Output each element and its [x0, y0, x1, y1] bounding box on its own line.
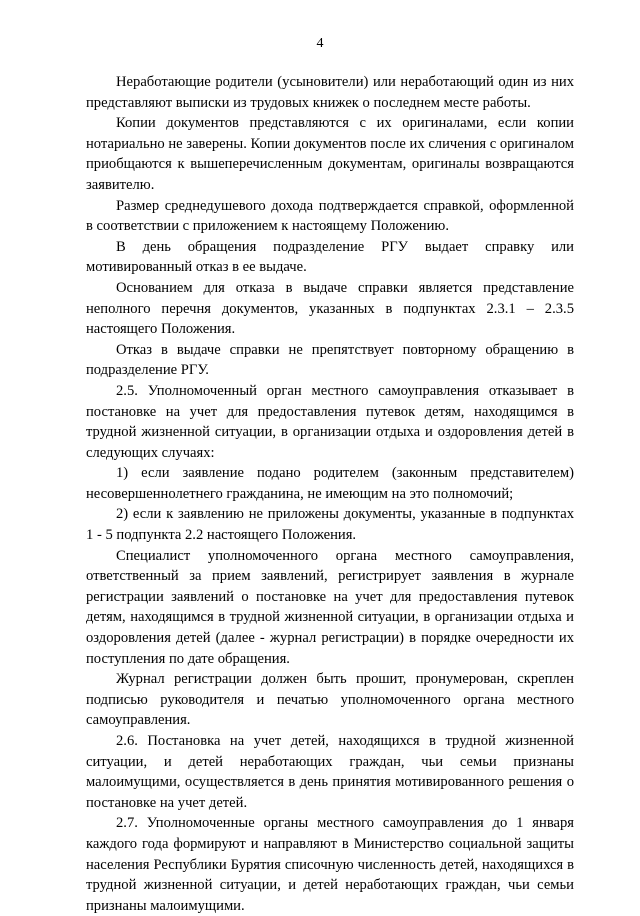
paragraph-document-copies: Копии документов представляются с их оригиналами, если копии нотариально не заверены. Копии документов после их сличения с оригиналом приобщаются к вышеперечисленным документам, оригиналы возвращаются заявителю.	[86, 115, 574, 193]
paragraph-case-1: 1) если заявление подано родителем (законным представителем) несовершеннолетнего гражданина, не имеющим на это полномочий;	[86, 465, 574, 502]
paragraph-rgu-issue-day: В день обращения подразделение РГУ выдает справку или мотивированный отказ в ее выдаче.	[86, 238, 574, 276]
paragraph-section-2-7: 2.7. Уполномоченные органы местного самоуправления до 1 января каждого года формируют и направляют в Министерство социальной защиты населения Республики Бурятия списочную численность детей, находящихся в трудной жизненной ситуации, и детей неработающих граждан, чьи семьи признаны малоимущими.	[86, 815, 574, 914]
paragraph-registration-journal: Журнал регистрации должен быть прошит, пронумерован, скреплен подписью руководителя и печатью уполномоченного органа местного самоуправления.	[86, 671, 574, 729]
paragraph-refusal-grounds: Основанием для отказа в выдаче справки является представление неполного перечня документов, указанных в подпунктах 2.3.1 – 2.3.5 настоящего Положения.	[86, 279, 574, 338]
body-text	[86, 72, 574, 916]
paragraph-section-2-5: 2.5. Уполномоченный орган местного самоуправления отказывает в постановке на учет для предоставления путевок детям, находящимся в трудной жизненной ситуации, в организации отдыха и оздоровления детей в следующих случаях:	[86, 382, 574, 461]
paragraph-income-certificate: Размер среднедушевого дохода подтверждается справкой, оформленной в соответствии с приложением к настоящему Положению.	[86, 197, 574, 235]
paragraph-case-2: 2) если к заявлению не приложены документы, указанные в подпунктах 1 - 5 подпункта 2.2 настоящего Положения.	[86, 506, 574, 544]
paragraph-repeat-application: Отказ в выдаче справки не препятствует повторному обращению в подразделение РГУ.	[86, 341, 574, 379]
page-number: 4	[316, 36, 324, 51]
paragraph-registration-specialist: Специалист уполномоченного органа местного самоуправления, ответственный за прием заявлений, регистрирует заявления в журнале регистрации заявлений о постановке на учет для предоставления путевок детям, находящимся в трудной жизненной ситуации, в организации отдыха и оздоровления детей (далее - журнал регистрации) в порядке очередности их поступления по дате обращения.	[86, 547, 574, 667]
paragraph-section-2-6: 2.6. Постановка на учет детей, находящихся в трудной жизненной ситуации, и детей неработающих граждан, чьи семьи признаны малоимущими, осуществляется в день принятия мотивированного решения о постановке на учет детей.	[86, 733, 574, 811]
paragraph-unemployed-parents: Неработающие родители (усыновители) или неработающий один из них представляют выписки из трудовых книжек о последнем месте работы.	[86, 74, 574, 111]
